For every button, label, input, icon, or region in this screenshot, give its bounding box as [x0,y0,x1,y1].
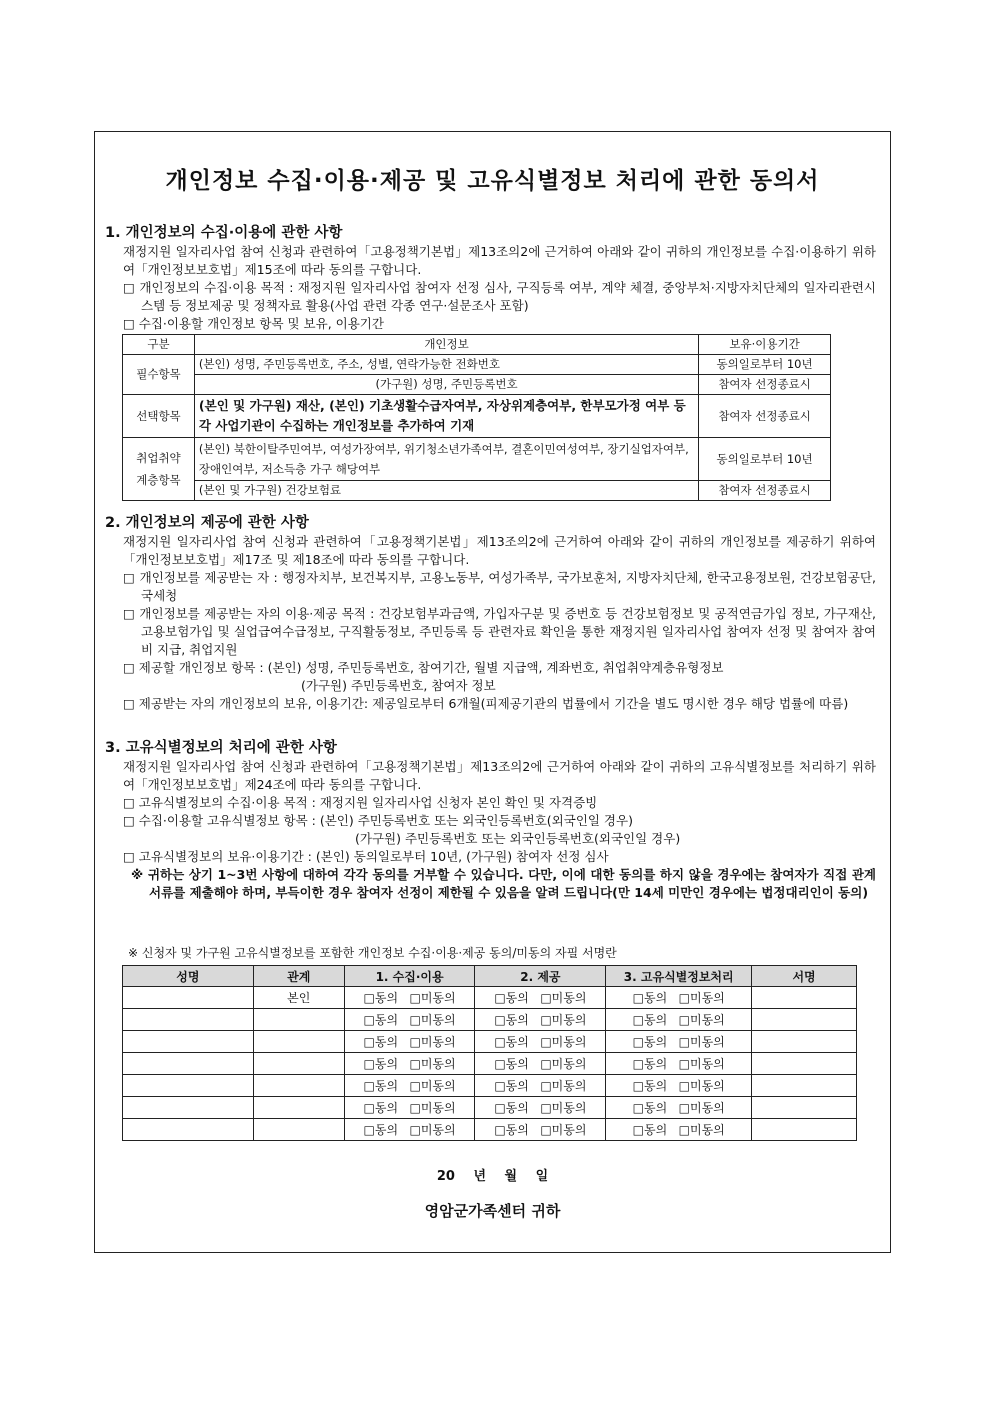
name-cell[interactable] [123,1009,254,1031]
header-signature: 서명 [752,966,857,987]
vulnerable-label-line2: 계층항목 [136,473,181,487]
disagree-checkbox[interactable]: □미동의 [678,1035,725,1049]
agree-checkbox[interactable]: □동의 [363,1057,399,1071]
optional-info: (본인 및 가구원) 재산, (본인) 기초생활수급자여부, 자상위계층여부, 한부모가정 여부 등 각 사업기관이 수집하는 개인정보를 추가하여 기재 [194,395,698,438]
required-period-household: 참여자 선정종료시 [699,375,831,395]
vulnerable-info-insurance: (본인 및 가구원) 건강보험료 [194,481,698,501]
provision-items-item: □ 제공할 개인정보 항목 : (본인) 성명, 주민등록번호, 참여기간, 월별 지급액, 계좌번호, 취업취약계층유형정보 [123,660,724,675]
disagree-checkbox[interactable]: □미동의 [678,991,725,1005]
required-info-self: (본인) 성명, 주민등록번호, 주소, 성별, 연락가능한 전화번호 [194,355,698,375]
signature-cell[interactable] [752,987,857,1009]
unique-id-consent-cell [606,1097,752,1119]
disagree-checkbox[interactable]: □미동의 [409,1035,456,1049]
vulnerable-info: (본인) 북한이탈주민여부, 여성가장여부, 위기청소년가족여부, 결혼이민여성여부, 장기실업자여부, 장애인여부, 저소득층 가구 해당여부 [194,438,698,481]
unique-id-consent-cell [606,1053,752,1075]
disagree-checkbox[interactable]: □미동의 [540,1035,587,1049]
header-name: 성명 [123,966,254,987]
table-row [123,1009,857,1031]
items-period-item: □ 수집·이용할 개인정보 항목 및 보유, 이용기간 [123,316,384,331]
disagree-checkbox[interactable]: □미동의 [409,1057,456,1071]
unique-id-consent-cell [606,1009,752,1031]
provision-items-household: (가구원) 주민등록번호, 참여자 정보 [301,678,496,693]
agree-checkbox[interactable]: □동의 [363,1079,399,1093]
required-label: 필수항목 [123,355,195,395]
name-cell[interactable] [123,1097,254,1119]
signature-cell[interactable] [752,1053,857,1075]
provision-consent-cell [475,987,606,1009]
provision-consent-cell [475,1009,606,1031]
vulnerable-label-line1: 취업취약 [136,451,181,465]
disagree-checkbox[interactable]: □미동의 [678,1101,725,1115]
disagree-checkbox[interactable]: □미동의 [678,1123,725,1137]
signature-cell[interactable] [752,1097,857,1119]
unique-id-period-item: □ 고유식별정보의 보유·이용기간 : (본인) 동의일로부터 10년, (가구원) 참여자 선정 심사 [123,849,609,864]
table-row [123,1097,857,1119]
section-provision [105,514,876,713]
unique-id-consent-cell [606,1075,752,1097]
provision-period-item: □ 제공받는 자의 개인정보의 보유, 이용기간: 제공일로부터 6개월(피제공기관의 법률에서 기간을 별도 명시한 경우 해당 법률에 따름) [123,696,849,711]
vulnerable-period: 동의일로부터 10년 [699,438,831,481]
relation-cell[interactable]: 본인 [253,987,344,1009]
required-period-self: 동의일로부터 10년 [699,355,831,375]
section-collection [105,224,876,333]
table-row [123,987,857,1009]
relation-cell[interactable] [253,1053,344,1075]
name-cell[interactable] [123,1075,254,1097]
agree-checkbox[interactable]: □동의 [494,991,529,1005]
relation-cell[interactable] [253,1009,344,1031]
section-body: 재정지원 일자리사업 참여 신청과 관련하여「고용정책기본법」제13조의2에 근거하여 아래와 같이 귀하의 고유식별정보를 처리하기 위하여「개인정보보호법」제24조에 따라 동의를 구합니다. [123,759,876,792]
agree-checkbox[interactable]: □동의 [494,1079,529,1093]
agree-checkbox[interactable]: □동의 [632,1035,668,1049]
disagree-checkbox[interactable]: □미동의 [409,1079,456,1093]
header-period: 보유·이용기간 [699,335,831,355]
agree-checkbox[interactable]: □동의 [363,1123,399,1137]
agree-checkbox[interactable]: □동의 [632,1123,668,1137]
disagree-checkbox[interactable]: □미동의 [678,1079,725,1093]
disagree-checkbox[interactable]: □미동의 [409,1101,456,1115]
unique-id-items-item: □ 수집·이용할 고유식별정보 항목 : (본인) 주민등록번호 또는 외국인등록번호(외국인일 경우) [123,813,633,828]
collection-consent-cell [344,1031,475,1053]
signature-cell[interactable] [752,1119,857,1141]
section-heading: 1. 개인정보의 수집·이용에 관한 사항 [105,225,343,241]
disagree-checkbox[interactable]: □미동의 [678,1013,725,1027]
consent-form [94,131,891,1253]
vulnerable-period-insurance: 참여자 선정종료시 [699,481,831,501]
table-row [123,1119,857,1141]
name-cell[interactable] [123,987,254,1009]
disagree-checkbox[interactable]: □미동의 [540,1079,587,1093]
relation-cell[interactable] [253,1119,344,1141]
agree-checkbox[interactable]: □동의 [494,1035,529,1049]
page-title: 개인정보 수집·이용·제공 및 고유식별정보 처리에 관한 동의서 [165,168,820,194]
section-unique-id [105,739,876,902]
agree-checkbox[interactable]: □동의 [632,1057,668,1071]
name-cell[interactable] [123,1119,254,1141]
agree-checkbox[interactable]: □동의 [363,991,399,1005]
header-category: 구분 [123,335,195,355]
unique-id-consent-cell [606,987,752,1009]
agree-checkbox[interactable]: □동의 [632,1079,668,1093]
required-info-household: (가구원) 성명, 주민등록번호 [194,375,698,395]
relation-cell[interactable] [253,1075,344,1097]
provision-consent-cell [475,1097,606,1119]
header-collection: 1. 수집·이용 [344,966,475,987]
unique-id-purpose-item: □ 고유식별정보의 수집·이용 목적 : 재정지원 일자리사업 신청자 본인 확인 및 자격증빙 [123,795,598,810]
vulnerable-label [123,438,195,501]
agree-checkbox[interactable]: □동의 [494,1101,529,1115]
provision-consent-cell [475,1031,606,1053]
header-provision: 2. 제공 [475,966,606,987]
agree-checkbox[interactable]: □동의 [363,1013,399,1027]
disagree-checkbox[interactable]: □미동의 [540,991,587,1005]
header-relation: 관계 [253,966,344,987]
agree-checkbox[interactable]: □동의 [494,1123,529,1137]
disagree-checkbox[interactable]: □미동의 [678,1057,725,1071]
section-body: 재정지원 일자리사업 참여 신청과 관련하여「고용정책기본법」제13조의2에 근거하여 아래와 같이 귀하의 개인정보를 제공하기 위하여「개인정보보호법」제17조 및 제18조에 따라 동의를 구합니다. [123,534,876,567]
signature-cell[interactable] [752,1075,857,1097]
collection-consent-cell [344,1097,475,1119]
optional-period: 참여자 선정종료시 [699,395,831,438]
collection-consent-cell [344,1009,475,1031]
section-heading: 3. 고유식별정보의 처리에 관한 사항 [105,740,337,756]
signature-cell[interactable] [752,1031,857,1053]
provision-consent-cell [475,1075,606,1097]
collection-consent-cell [344,1053,475,1075]
unique-id-consent-cell [606,1119,752,1141]
disagree-checkbox[interactable]: □미동의 [409,1013,456,1027]
agree-checkbox[interactable]: □동의 [363,1101,399,1115]
agree-checkbox[interactable]: □동의 [494,1013,529,1027]
provision-consent-cell [475,1053,606,1075]
disagree-checkbox[interactable]: □미동의 [409,991,456,1005]
collection-items-table [122,334,831,501]
relation-cell[interactable] [253,1097,344,1119]
disagree-checkbox[interactable]: □미동의 [540,1013,587,1027]
provision-consent-cell [475,1119,606,1141]
relation-cell[interactable] [253,1031,344,1053]
agree-checkbox[interactable]: □동의 [494,1057,529,1071]
table-row [123,1031,857,1053]
optional-label: 선택항목 [123,395,195,438]
header-unique-id: 3. 고유식별정보처리 [606,966,752,987]
agree-checkbox[interactable]: □동의 [632,1013,668,1027]
header-info: 개인정보 [194,335,698,355]
section-heading: 2. 개인정보의 제공에 관한 사항 [105,515,309,531]
signature-table [122,965,857,1141]
agree-checkbox[interactable]: □동의 [632,1101,668,1115]
name-cell[interactable] [123,1031,254,1053]
unique-id-consent-cell [606,1031,752,1053]
date-line: 20 년 월 일 [436,1169,549,1184]
agree-checkbox[interactable]: □동의 [632,991,668,1005]
collection-consent-cell [344,987,475,1009]
disagree-checkbox[interactable]: □미동의 [540,1101,587,1115]
agree-checkbox[interactable]: □동의 [363,1035,399,1049]
addressee: 영암군가족센터 귀하 [424,1202,561,1220]
collection-consent-cell [344,1119,475,1141]
provision-purpose-item: □ 개인정보를 제공받는 자의 이용·제공 목적 : 건강보험부과금액, 가입자구분 및 증번호 등 건강보험정보 및 공적연금가입 정보, 가구재산, 고용보험가입 및 실업급여수급정보, 구직활동정보, 주민등록 등 관련자료 확인을 통한 재정지원 일자리사업 참여자 선정 및 참여자 참여비 지급, 취업지원 [123,606,876,657]
disagree-checkbox[interactable]: □미동의 [540,1057,587,1071]
table-row [123,1075,857,1097]
disagree-checkbox[interactable]: □미동의 [540,1123,587,1137]
disagree-checkbox[interactable]: □미동의 [409,1123,456,1137]
purpose-item: □ 개인정보의 수집·이용 목적 : 재정지원 일자리사업 참여자 선정 심사, 구직등록 여부, 계약 체결, 중앙부처·지방자치단체의 일자리관련시스템 등 정보제공 및 정책자료 활용(사업 관련 각종 연구·설문조사 포함) [123,280,876,313]
signature-caption: ※ 신청자 및 가구원 고유식별정보를 포함한 개인정보 수집·이용·제공 동의/미동의 자필 서명란 [128,946,617,960]
section-body: 재정지원 일자리사업 참여 신청과 관련하여「고용정책기본법」제13조의2에 근거하여 아래와 같이 귀하의 개인정보를 수집·이용하기 위하여「개인정보보호법」제15조에 따라 동의를 구합니다. [123,244,876,277]
table-row [123,1053,857,1075]
refusal-notice: ※ 귀하는 상기 1~3번 사항에 대하여 각각 동의를 거부할 수 있습니다. 다만, 이에 대한 동의를 하지 않을 경우에는 참여자가 직접 관계서류를 제출해야 하며, 부득이한 경우 참여자 선정이 제한될 수 있음을 알려 드립니다(만 14세 미만인 경우에는 법정대리인이 동의) [131,867,876,900]
signature-cell[interactable] [752,1009,857,1031]
collection-consent-cell [344,1075,475,1097]
name-cell[interactable] [123,1053,254,1075]
recipients-item: □ 개인정보를 제공받는 자 : 행정자치부, 보건복지부, 고용노동부, 여성가족부, 국가보훈처, 지방자치단체, 한국고용정보원, 건강보험공단, 국세청 [123,570,876,603]
unique-id-items-household: (가구원) 주민등록번호 또는 외국인등록번호(외국인일 경우) [355,831,681,846]
